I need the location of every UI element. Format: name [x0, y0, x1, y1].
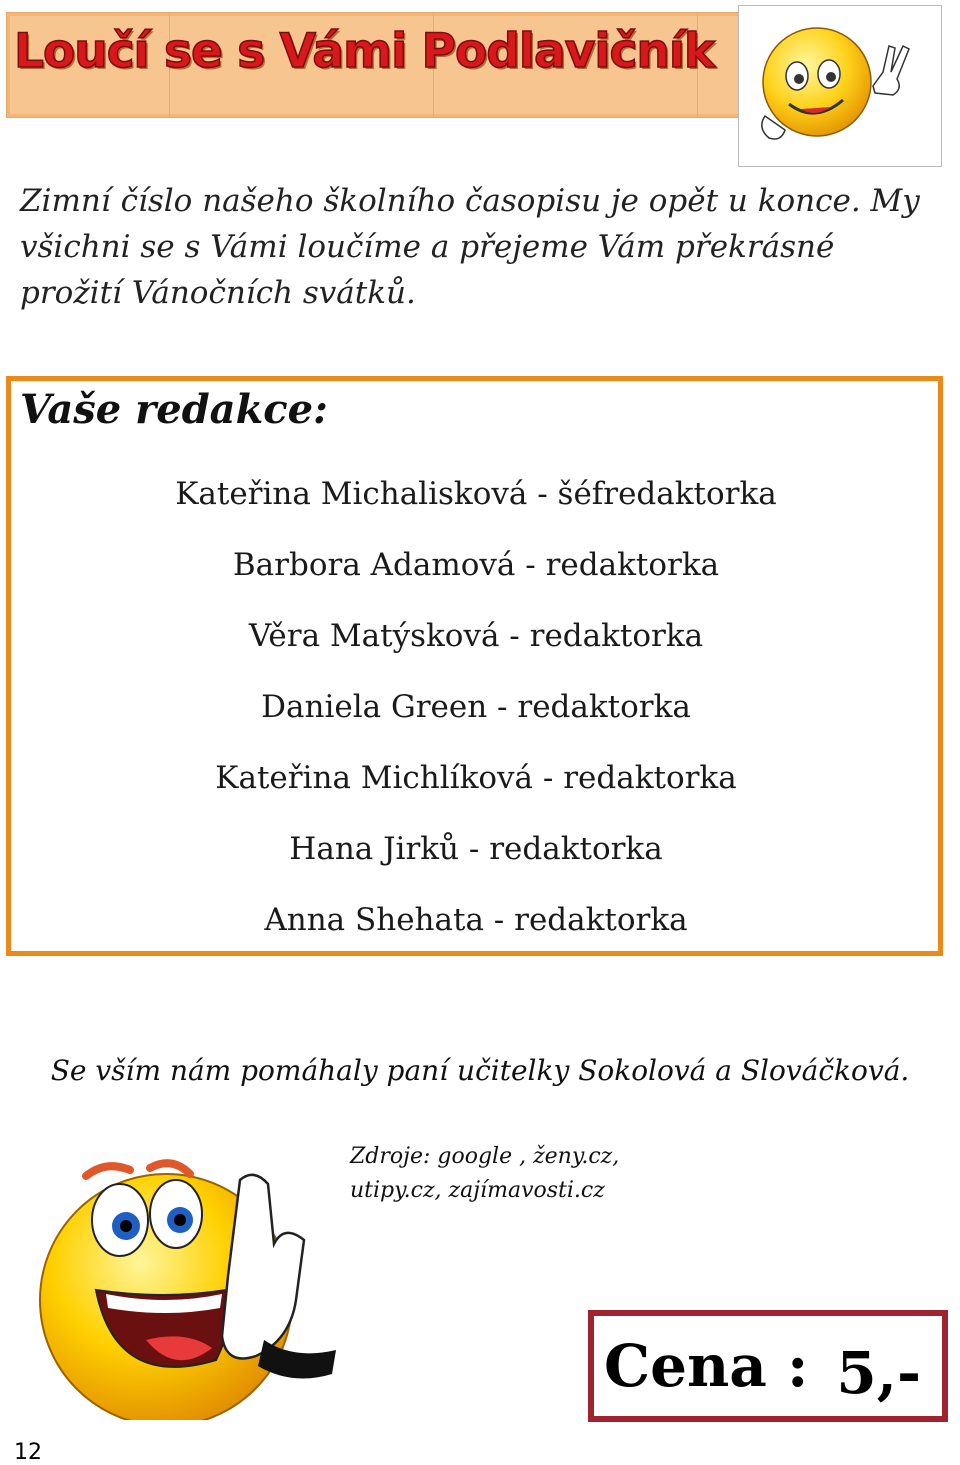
price-label: Cena :	[604, 1332, 809, 1400]
staff-member: Kateřina Michalisková - šéfredaktorka	[175, 476, 777, 512]
page-number: 12	[14, 1440, 42, 1465]
staff-member: Věra Matýsková - redaktorka	[248, 618, 704, 654]
staff-member: Hana Jirků - redaktorka	[289, 831, 663, 867]
teachers-acknowledgement: Se vším nám pomáhaly paní učitelky Sokolová a Slováčková.	[50, 1054, 910, 1087]
smiley-image-frame	[738, 5, 942, 167]
shouting-smiley-icon	[26, 1140, 344, 1420]
staff-list	[0, 470, 952, 967]
peace-sign-smiley-icon	[739, 6, 941, 166]
price-value: 5,-	[836, 1339, 922, 1407]
intro-paragraph: Zimní číslo našeho školního časopisu je opět u konce. My všichni se s Vámi loučíme a přejeme Vám překrásné prožití Vánočních svátků.	[20, 183, 920, 311]
magazine-title: Loučí se s Vámi Podlavičník	[14, 24, 715, 79]
staff-member: Barbora Adamová - redaktorka	[232, 547, 720, 583]
sources-line: utipy.cz, zajímavosti.cz	[350, 1178, 605, 1203]
sources-block	[350, 1140, 670, 1208]
staff-member: Daniela Green - redaktorka	[261, 689, 691, 725]
price-box	[588, 1310, 948, 1422]
staff-heading: Vaše redakce:	[20, 386, 328, 433]
shouting-smiley-image	[26, 1140, 344, 1420]
staff-member: Anna Shehata - redaktorka	[264, 902, 688, 938]
staff-member: Kateřina Michlíková - redaktorka	[215, 760, 737, 796]
sources-line: Zdroje: google , ženy.cz,	[350, 1144, 620, 1169]
